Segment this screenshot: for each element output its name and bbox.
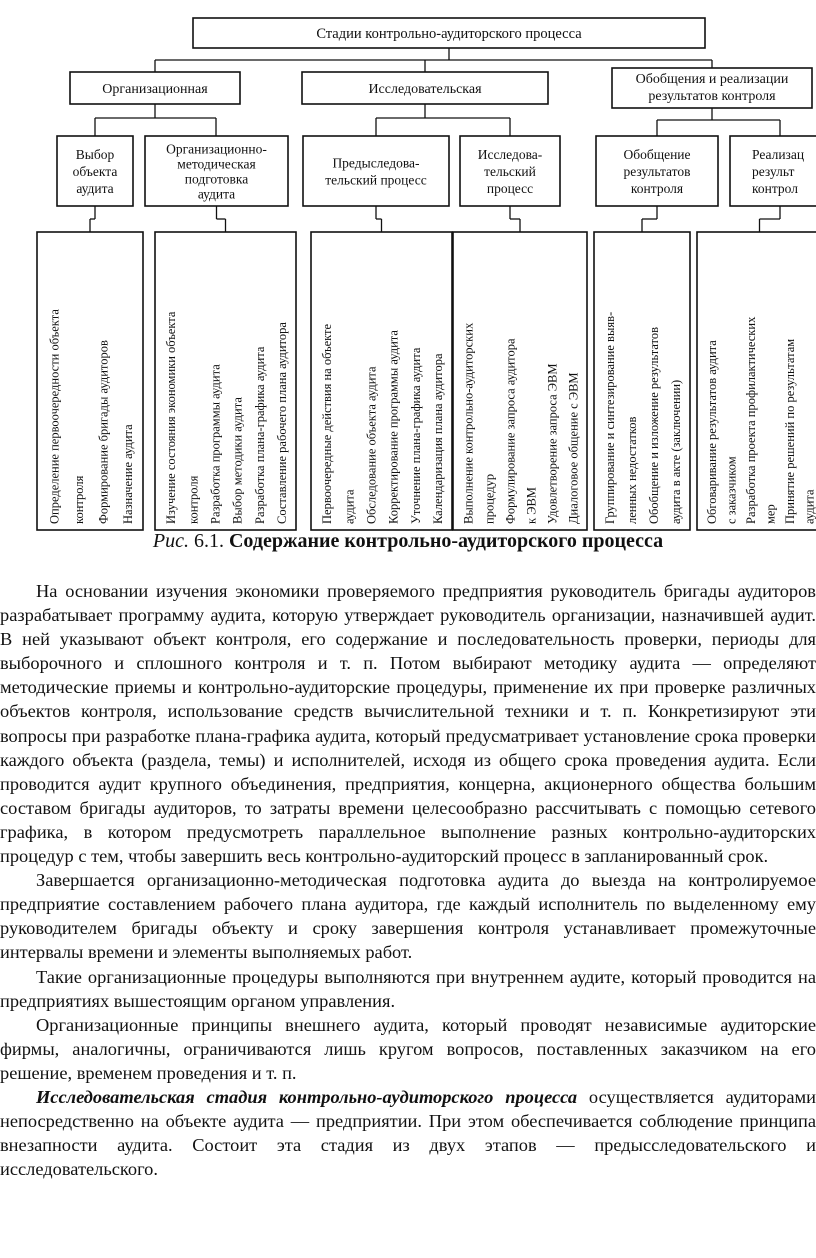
task-label: Выбор методики аудита: [230, 397, 245, 524]
substage-label: Предыследова-: [332, 155, 420, 171]
substage-label: тельский процесс: [325, 172, 427, 188]
task-label: Выполнение контрольно-аудиторских: [461, 322, 476, 524]
substage-label: аудита: [197, 186, 236, 202]
task-label: Составление рабочего плана аудитора: [274, 322, 289, 524]
caption-number: 6.1.: [188, 530, 229, 552]
task-label: с заказчиком: [724, 456, 739, 524]
caption-prefix: Рис.: [152, 530, 189, 552]
task-label: контроля: [71, 475, 86, 524]
substage-label: результатов: [623, 164, 691, 179]
substage-label: объекта: [72, 164, 118, 179]
task-label: к ЭВМ: [524, 487, 539, 524]
task-label: Обследование объекта аудита: [364, 366, 379, 524]
substage-label: методическая: [177, 156, 256, 172]
paragraph-rest: осуществляется аудиторами непосредственно на объекте аудита — предприятии. При этом обеспечивается соблюдение принципа внезапности аудита. Состоит эта стадия из двух этапов — предысследовательского и исследовательского.: [0, 1086, 816, 1180]
task-label: Обобщение и изложение результатов: [647, 327, 661, 524]
task-label: Разработка плана-графика аудита: [252, 346, 267, 524]
task-label: Календаризация плана аудитора: [430, 353, 445, 524]
paragraph: Такие организационные процедуры выполняются при внутреннем аудите, который проводится на предприятиях вышестоящим органом управления.: [0, 966, 816, 1011]
caption-title: Содержание контрольно-аудиторского процесса: [228, 530, 664, 552]
substage-label: Организационно-: [166, 141, 267, 157]
substage-label: результ: [752, 164, 795, 179]
task-label: Уточнение плана-графика аудита: [408, 347, 423, 524]
task-label: аудита в акте (заключении): [669, 379, 683, 524]
task-label: процедур: [482, 473, 497, 524]
task-label: Корректирование программы аудита: [386, 330, 401, 524]
emphasis-research-stage: Исследовательская стадия контрольно-аудиторского процесса: [36, 1086, 578, 1107]
substage-label: тельский: [484, 164, 536, 179]
diagram-title: Стадии контрольно-аудиторского процесса: [316, 26, 582, 42]
task-label: аудита: [342, 489, 357, 524]
substage-label: Выбор: [75, 147, 115, 162]
task-label: Формирование бригады аудиторов: [96, 340, 111, 524]
task-label: Изучение состояния экономики объекта: [164, 311, 179, 524]
stage-label: результатов контроля: [648, 89, 776, 104]
task-label: Первоочередные действия на объекте: [320, 323, 335, 524]
task-label: Обговаривание результатов аудита: [704, 340, 719, 524]
audit-process-diagram: [0, 0, 816, 532]
figure-caption: [0, 530, 816, 553]
paragraph: Завершается организационно-методическая подготовка аудита до выезда на контролируемое предприятие составлением рабочего плана аудитора, где каждый исполнитель по выделенному ему руководителем бригады объекту и сроку завершения контроля устанавливает промежуточные интервалы времени и элементы выполняемых работ.: [0, 870, 816, 963]
task-label: Диалоговое общение с ЭВМ: [566, 372, 581, 524]
body-text: [0, 579, 816, 1181]
substage-label: Обобщение: [623, 147, 691, 162]
substage-label: Реализац: [752, 147, 805, 162]
task-label: Разработка программы аудита: [208, 364, 223, 524]
task-label: мер: [763, 504, 778, 524]
task-label: Принятие решений по результатам: [782, 338, 797, 524]
task-label: аудита: [802, 489, 816, 524]
substage-box: [303, 136, 449, 206]
task-label: Формулирование запроса аудитора: [503, 338, 518, 524]
stage-label: Исследовательская: [368, 82, 482, 97]
task-label: Разработка проекта профилактических: [743, 316, 758, 524]
paragraph: Организационные принципы внешнего аудита, который проводят независимые аудиторские фирмы, аналогичны, ограничиваются лишь кругом вопросов, поставленных заказчиком на его решение, временем проведения и т. п.: [0, 1014, 816, 1083]
stage-label: Обобщения и реализации: [635, 72, 789, 87]
task-label: ленных недостатков: [625, 416, 639, 524]
task-label: Группирование и синтезирование выяв-: [603, 311, 617, 524]
task-label: Удовлетворение запроса ЭВМ: [545, 363, 560, 524]
substage-label: контрол: [752, 181, 798, 196]
task-label: контроля: [186, 475, 201, 524]
substage-label: подготовка: [184, 171, 249, 187]
stage-label: Организационная: [102, 82, 208, 97]
paragraph-research-stage: [0, 1085, 816, 1181]
substage-label: Исследова-: [477, 147, 543, 162]
paragraph: На основании изучения экономики проверяемого предприятия руководитель бригады аудиторов разрабатывает программу аудита, которую утверждает руководитель организации, назначившей аудит. В ней указывают объект контроля, его содержание и последовательность проверки, периоды для выборочного и сплошного контроля и т. п. Потом выбирают методику аудита — определяют методические приемы и контрольно-аудиторские процедуры, применение их при проверке различных объектов контроля, использование средств вычислительной техники и т. п. Конкретизируют эти вопросы при разработке плана-графика аудита, который предусматривает установление срока проверки каждого объекта (раздела, темы) и исполнителей, исходя из общего срока проведения аудита. Если проводится аудит крупного объединения, предприятия, концерна, акционерного общества большим составом бригады аудиторов, то затраты времени целесообразно рассчитывать с помощью сетевого графика, в котором предусмотреть параллельное выполнение разных контрольно-аудиторских процедур с тем, чтобы завершить весь контрольно-аудиторский процесс в запланированный срок.: [0, 581, 816, 867]
substage-label: аудита: [76, 181, 114, 196]
substage-label: контроля: [630, 181, 684, 196]
task-label: Определение первоочередности объекта: [47, 309, 62, 524]
task-label: Назначение аудита: [120, 424, 135, 524]
substage-label: процесс: [486, 181, 534, 196]
